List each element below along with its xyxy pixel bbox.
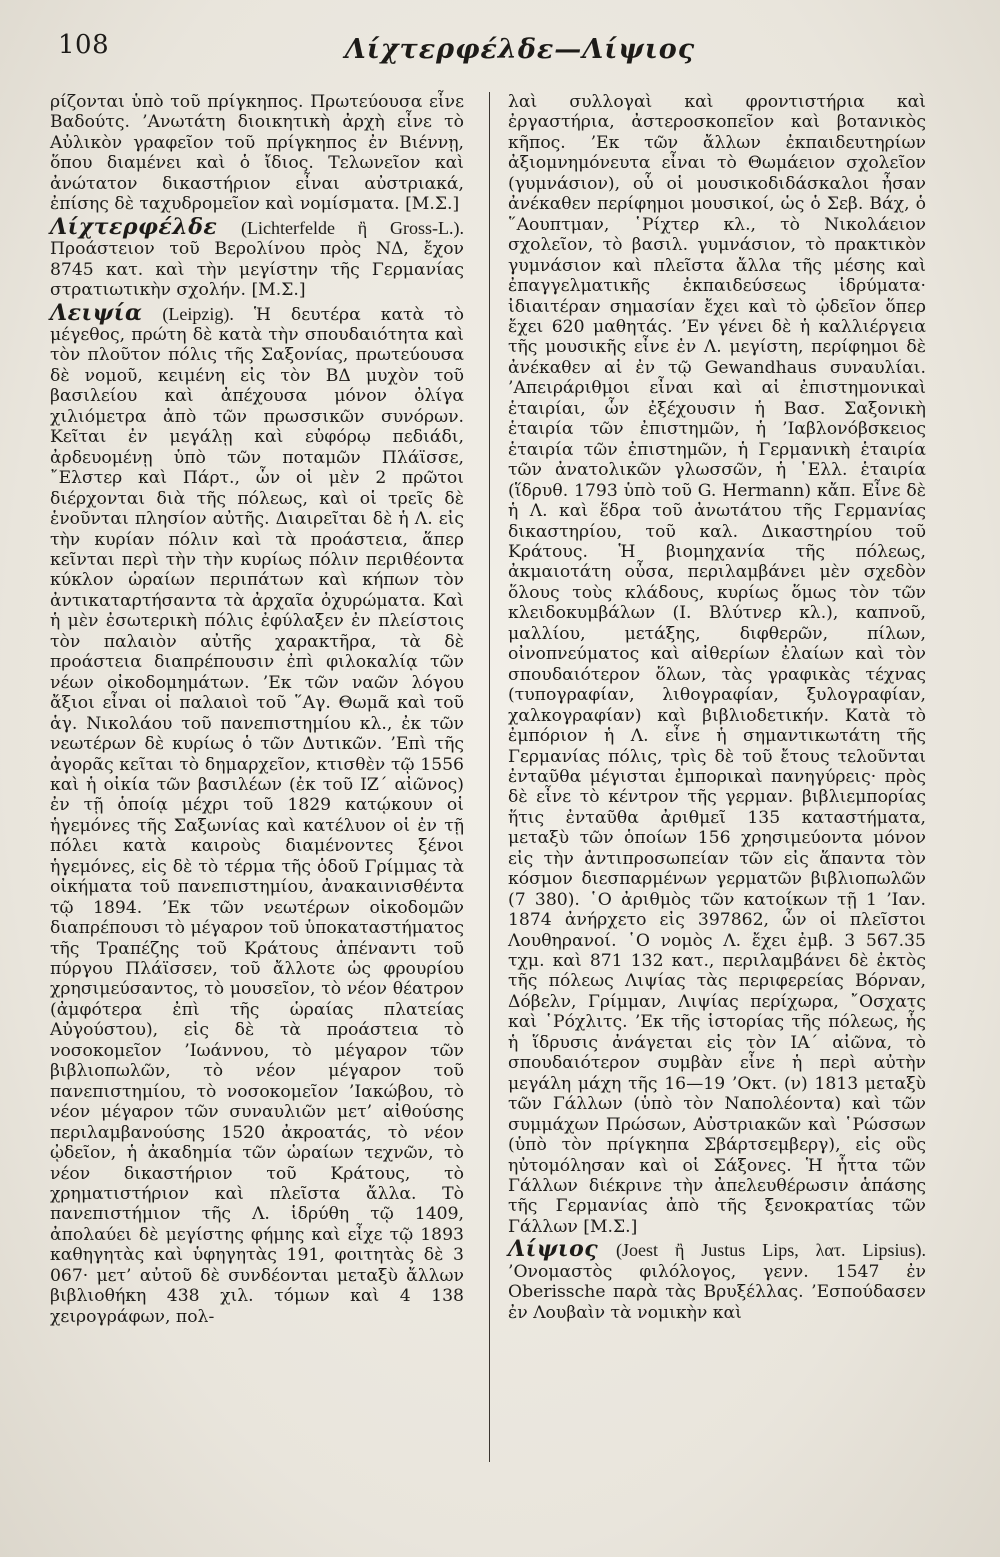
- entry-text: ρίζονται ὑπὸ τοῦ πρίγκηπος. Πρωτεύουσα εἶνε Βαδούτς. ’Ανωτάτη διοικητικὴ ἀρχὴ εἶνε τὸ Αὐλικὸν γραφεῖον τοῦ πρίγκηπος ἐν Βιέννῃ, ὅπου διαμένει καὶ ὁ ἴδιος. Τελωνεῖον καὶ ἀνώτατον δικαστήριον εἶναι αὐστριακά, ἐπίσης δὲ ταχυδρομεῖον καὶ νομίσματα. [Μ.Σ.]: [50, 92, 464, 215]
- entry-text: Ἡ δευτέρα κατὰ τὸ μέγεθος, πρώτη δὲ κατὰ τὴν σπουδαιότητα καὶ τὸν πλοῦτον πόλις τῆς Σαξονίας, πρωτεύουσα δὲ νομοῦ, κειμένη εἰς τὸν ΒΔ μυχὸν τοῦ βασιλείου καὶ ἀπέχουσα μόνον ὀλίγα χιλιόμετρα ἀπὸ τῶν πρωσσικῶν συνόρων. Κεῖται ἐν μεγάλῃ καὶ εὐφόρῳ πεδιάδι, ἀρδευομένῃ ὑπὸ τῶν ποταμῶν Πλάϊσσε, ῎Ελστερ καὶ Πάρτ., ὧν οἱ μὲν 2 πρῶτοι διέρχονται διὰ τῆς πόλεως, καὶ οἱ τρεῖς δὲ ἑνοῦνται πλησίον αὐτῆς. Διαιρεῖται δὲ ἡ Λ. εἰς τὴν κυρίαν πόλιν καὶ τὰ προάστεια, ἅπερ κεῖνται περὶ τὴν τὴν κυρίως πόλιν περιθέοντα κύκλον ὡραίων περιπάτων καὶ κήπων τὸν ἀντικαταρτήσαντα τὰ ἀρχαῖα ὀχυρώματα. Καὶ ἡ μὲν ἐσωτερικὴ πόλις ἐφύλαξεν ἐν πλείστοις τὸν παλαιὸν αὐτῆς χαρακτῆρα, τὰ δὲ προάστεια διαπρέπουσιν ἐπὶ φιλοκαλίᾳ τῶν νέων οἰκοδομημάτων. ’Εκ τῶν ναῶν λόγου ἄξιοι εἶναι οἱ παλαιοὶ τοῦ ῞Αγ. Θωμᾶ καὶ τοῦ ἁγ. Νικολάου τοῦ πανεπιστημίου κλ., ἐκ τῶν νεωτέρων δὲ κυρίως ὁ τῶν Δυτικῶν. ’Επὶ τῆς ἀγορᾶς κεῖται τὸ δημαρχεῖον, κτισθὲν τῷ 1556 καὶ ἡ οἰκία τῶν βασιλέων (ἐκ τοῦ ΙΖ´ αἰῶνος) ἐν τῇ ὁποίᾳ μέχρι τοῦ 1829 κατῴκουν οἱ ἡγεμόνες τῆς Σαξωνίας καὶ κατέλυον οἱ ἐν τῇ πόλει κατὰ καιροὺς διαμένοντες ξένοι ἡγεμόνες, εἰς δὲ τὸ τέρμα τῆς ὁδοῦ Γρίμμας τὰ οἰκήματα τοῦ πανεπιστημίου, ἀνακαινισθέντα τῷ 1894. ’Εκ τῶν νεωτέρων οἰκοδομῶν διαπρέπουσι τὸ μέγαρον τοῦ ὑποκαταστήματος τῆς Τραπέζης τοῦ Κράτους ἀπέναντι τοῦ πύργου Πλάϊσσεν, τοῦ ἄλλοτε ὡς φρουρίου χρησιμεύσαντος, τὸ μουσεῖον, τὸ νέον θέατρον (ἀμφότερα ἐπὶ τῆς ὡραίας πλατείας Αὐγούστου), εἰς δὲ τὰ προάστεια τὸ νοσοκομεῖον ’Ιωάννου, τὸ μέγαρον τῶν βιβλιοπωλῶν, τὸ νέον μέγαρον τοῦ πανεπιστημίου, τὸ νοσοκομεῖον ’Ιακώβου, τὸ νέον μέγαρον τῶν συναυλιῶν μετ’ αἰθούσης περιλαμβανούσης 1520 ἀκροατάς, τὸ νέον ᾠδεῖον, ἡ ἀκαδημία τῶν ὡραίων τεχνῶν, τὸ νέον δικαστήριον τοῦ Κράτους, τὸ χρηματιστήριον καὶ πλεῖστα ἄλλα. Τὸ πανεπιστήμιον τῆς Λ. ἱδρύθη τῷ 1409, ἀπολαύει δὲ μεγίστης φήμης καὶ εἶχε τῷ 1893 καθηγητὰς καὶ ὑφηγητὰς 191, φοιτητὰς δὲ 3 067· μετ’ αὐτοῦ δὲ συνδέονται μεταξὺ ἄλλων βιβλιοθήκη 438 χιλ. τόμων καὶ 4 138 χειρογράφων, πολ-: [50, 304, 465, 1327]
- entry-text: λαὶ συλλογαὶ καὶ φροντιστήρια καὶ ἐργαστήρια, ἀστεροσκοπεῖον καὶ βοτανικὸς κῆπος. ’Εκ τῶν ἄλλων ἐκπαιδευτηρίων ἀξιομνημόνευτα εἶναι τὸ Θωμάειον σχολεῖον (γυμνάσιον), οὗ οἱ μουσικοδιδάσκαλοι ἦσαν ἀνέκαθεν περίφημοι μουσικοί, ὡς ὁ Σεβ. Βάχ, ὁ ῞Αουπτμαν, ῾Ρίχτερ κλ., τὸ Νικολάειον σχολεῖον, τὸ βασιλ. γυμνάσιον, τὸ πρακτικὸν γυμνάσιον καὶ πλεῖστα ἄλλα τῆς μέσης καὶ ἐπαγγελματικῆς ἐκπαιδεύσεως ἱδρύματα· ἰδιαιτέραν σημασίαν ἔχει καὶ τὸ ᾠδεῖον ὅπερ ἔχει 620 μαθητάς. ’Εν γένει δὲ ἡ καλλιέργεια τῆς μουσικῆς εἶνε ἐν Λ. μεγίστη, περίφημοι δὲ ἀνέκαθεν αἱ ἐν τῷ Gewandhaus συναυλίαι. ’Απειράριθμοι εἶναι καὶ αἱ ἐπιστημονικαὶ ἑταιρίαι, ὧν ἐξέχουσιν ἡ Βασ. Σαξονικὴ ἑταιρία τῶν ἐπιστημῶν, ἡ ’Ιαβλονόβσκειος ἑταιρία τῶν ἐπιστημῶν, ἡ Γερμανικὴ ἑταιρία τῶν ἀνατολικῶν γλωσσῶν, ἡ ῾Ελλ. ἑταιρία (ἵδρυθ. 1793 ὑπὸ τοῦ G. Hermann) κἄπ. Εἶνε δὲ ἡ Λ. καὶ ἕδρα τοῦ ἀνωτάτου τῆς Γερμανίας δικαστηρίου, τοῦ καλ. Δικαστηρίου τοῦ Κράτους. Ἡ βιομηχανία τῆς πόλεως, ἀκμαιοτάτη οὖσα, περιλαμβάνει μὲν σχεδὸν ὅλους τοὺς κλάδους, κυρίως ὅμως τὸν τῶν κλειδοκυμβάλων (Ι. Βλύτνερ κλ.), καπνοῦ, μαλλίου, μετάξης, διφθερῶν, πίλων, οἰνοπνεύματος καὶ αἰθερίων ἐλαίων καὶ τὸν σπουδαιότερον ὅλων, τὰς γραφικὰς τέχνας (τυπογραφίαν, λιθογραφίαν, ξυλογραφίαν, χαλκογραφίαν) καὶ βιβλιοδετικήν. Κατὰ τὸ ἐμπόριον ἡ Λ. εἶνε ἡ σημαντικωτάτη τῆς Γερμανίας πόλις, τρὶς δὲ τοῦ ἔτους τελοῦνται ἐνταῦθα μέγισται ἐμπορικαὶ πανηγύρεις· πρὸς δὲ εἶνε τὸ κέντρον τῆς γερμαν. βιβλιεμπορίας ἥτις ἐνταῦθα ἀριθμεῖ 135 καταστήματα, μεταξὺ τῶν ὁποίων 156 χρησιμεύοντα μόνον εἰς τὴν ἀντιπροσωπείαν τῶν εἰς ἅπαντα τὸν κόσμον διεσπαρμένων γερματῶν βιβλιοπωλῶν (7 380). ῾Ο ἀριθμὸς τῶν κατοίκων τῇ 1 ’Ιαν. 1874 ἀνήρχετο εἰς 397862, ὧν οἱ πλεῖστοι Λουθηρανοί. ῾Ο νομὸς Λ. ἔχει ἐμβ. 3 567.35 τχμ. καὶ 871 132 κατ., περιλαμβάνει δὲ ἐκτὸς τῆς πόλεως Λιψίας τὰς περιφερείας Βόρναν, Δόβελν, Γρίμμαν, Λιψίας περίχωρα, ῎Οσχατς καὶ ῾Ρόχλιτς. ’Εκ τῆς ἱστορίας τῆς πόλεως, ἧς ἡ ἵδρυσις ἀνάγεται εἰς τὸν ΙΑ´ αἰῶνα, τὸ σπουδαιότερον συμβὰν εἶνε ἡ περὶ αὐτὴν μεγάλη μάχη τῆς 16—19 ’Οκτ. (ν) 1813 μεταξὺ τῶν Γάλλων (ὑπὸ τὸν Ναπολέοντα) καὶ τῶν συμμάχων Πρώσων, Αὐστριακῶν καὶ ῾Ρώσσων (ὑπὸ τὸν πρίγκηπα Σβάρτσεμβεργ), εἰς οὓς ηὐτομόλησαν καὶ οἱ Σάξονες. Ἡ ἧττα τῶν Γάλλων διέκρινε τὴν ἀπελευθέρωσιν ἁπάσης τῆς Γερμανίας ἀπὸ τῆς ξενοκρατίας τῶν Γάλλων [Μ.Σ.]: [508, 92, 926, 1237]
- entry-latin-name: (Leipzig).: [162, 303, 234, 324]
- entry-lipsius: [508, 1236, 926, 1323]
- entry-text: ’Ονομαστὸς φιλόλογος, γενν. 1547 ἐν Oberissche παρὰ τὰς Βρυξέλλας. ’Εσπούδασεν ἐν Λουβαὶν τὰ νομικὴν καὶ: [508, 1261, 926, 1323]
- entry-leipzig: [50, 299, 465, 1328]
- page-number: 108: [58, 30, 110, 60]
- entry-continuation: [508, 92, 926, 1237]
- entry-continuation: [50, 92, 464, 215]
- entry-headword: Λειψία: [50, 299, 143, 326]
- entry-text: Προάστειον τοῦ Βερολίνου πρὸς ΝΔ, ἔχον 8745 κατ. καὶ τὴν μεγίστην τῆς Γερμανίας στρατιωτικὴν σχολήν. [Μ.Σ.]: [50, 239, 464, 301]
- entry-latin-name: (Lichterfelde ἢ Gross-L.).: [241, 217, 464, 238]
- entry-latin-name: (Joest ἢ Justus Lips, λατ. Lipsius).: [616, 1240, 926, 1261]
- entry-headword: Λίψιος: [508, 1236, 599, 1263]
- entry-lichterfelde: [50, 213, 464, 301]
- running-head: Λίχτερφέλδε—Λίψιος: [344, 34, 696, 65]
- right-column: [508, 92, 926, 1323]
- left-column: [50, 92, 464, 1327]
- entry-headword: Λίχτερφέλδε: [50, 213, 218, 240]
- column-rule: [489, 92, 490, 1462]
